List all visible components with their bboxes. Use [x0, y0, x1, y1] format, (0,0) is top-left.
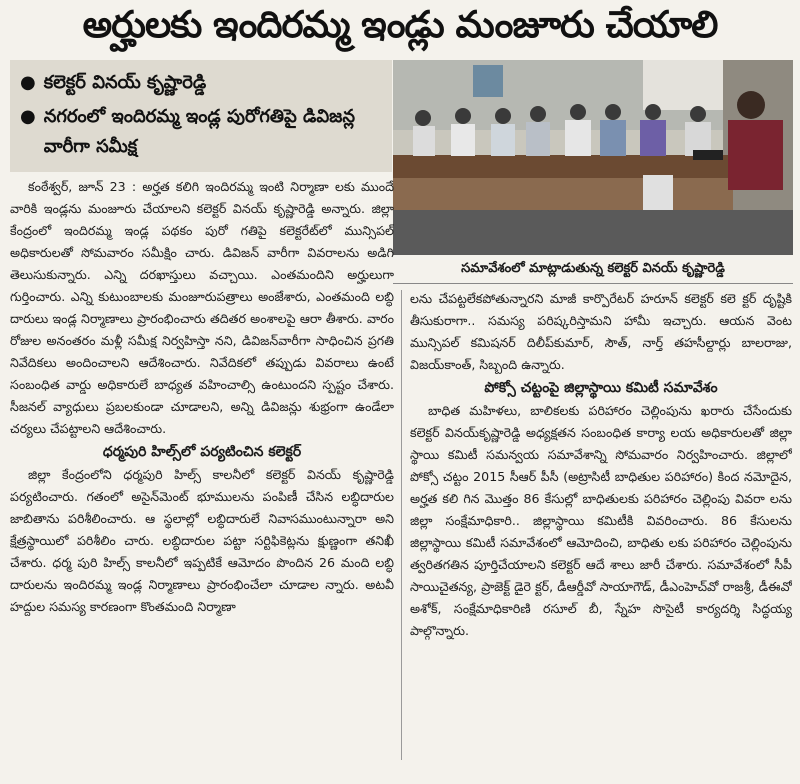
bullet-icon: ● — [20, 72, 36, 93]
highlight-text: నగరంలో ఇందిరమ్మ ఇండ్ల పురోగతిపై డివిజన్ల వారీగా సమీక్ష — [43, 106, 355, 157]
bullet-icon: ● — [20, 106, 36, 127]
column-divider — [401, 290, 402, 760]
meeting-photo — [393, 60, 793, 255]
highlight-item — [20, 102, 382, 162]
article-paragraph: లను చేపట్టలేకపోతున్నారని మాజీ కార్పొరేటర్ హరూన్ కలెక్టర్ కలె క్టర్ దృష్టికి తీసుకురాగా.. సమస్య పరిష్కరిస్తామని హామీ ఇచ్చారు. ఆయన వెంట మున్సిపల్ కమిషనర్ దిలీప్‌కుమార్, సౌత్, నార్త్ తహసీల్దార్లు బాలరాజు, విజయ్‌కాంత్, సిబ్బంది ఉన్నారు. — [410, 291, 792, 372]
highlight-text: కలెక్టర్ వినయ్ కృష్ణారెడ్డి — [43, 72, 207, 93]
right-column — [410, 288, 792, 760]
section-subheading: పోక్సో చట్టంపై జిల్లాస్థాయి కమిటీ సమావేశం — [484, 380, 718, 396]
article-paragraph: జిల్లా కేంద్రంలోని ధర్మపురి హిల్స్ కాలనీలో కలెక్టర్ వినయ్ కృష్ణారెడ్డి పర్యటించారు. గతంలో అసైన్‌మెంట్ భూములను పంపిణీ చేసిన లబ్ధిదారుల జాబితాను పరిశీలించారు. ఆ స్థలాల్లో లబ్ధిదారులే నివాసముంటున్నారా అని క్షేత్రస్థాయిలో పరిశీలిం చారు. లబ్ధిదారుల పట్టా సర్టిఫికెట్లను క్షుణ్ణంగా తనిఖీ చేశారు. ధర్మ పురి హిల్స్ కాలనీలో ఇప్పటికే ఆమోదం పొందిన 26 మంది లబ్ధి దారులను ఇందిరమ్మ ఇండ్ల నిర్మాణాలు ప్రారంభించేలా చూడాల న్నారు. అటవీ హద్దుల సమస్య కారణంగా కొంతమంది నిర్మాణా — [10, 467, 394, 614]
highlights-box — [10, 60, 392, 172]
highlight-item — [20, 68, 382, 98]
left-column — [10, 176, 394, 760]
section-subheading: ధర్మపురి హిల్స్‌లో పర్యటించిన కలెక్టర్ — [102, 444, 302, 460]
headline: అర్హులకు ఇందిరమ్మ ఇండ్లు మంజూరు చేయాలి — [82, 3, 718, 46]
article-paragraph: బాధిత మహిళలు, బాలికలకు పరిహారం చెల్లింపును ఖరారు చేసేందుకు కలెక్టర్ వినయ్‌కృష్ణారెడ్డి అధ్యక్షతన సంబంధిత కార్యా లయ అధికారులతో జిల్లా స్థాయి కమిటీ సమన్వయ సమావేశాన్ని సోమవారం నిర్వహించారు. జిల్లాలో పోక్సో చట్టం 2015 సీఆర్ పీసీ (అట్రాసిటీ బాధితుల పరిహారం) కింద నమోదైన, అర్హత కలి గిన మొత్తం 86 కేసుల్లో బాధితులకు పరిహారం చెల్లింపు వివరా లను జిల్లా సంక్షేమాధికారి.. జిల్లాస్థాయి కమిటీకి వివరించారు. 86 కేసులను జిల్లాస్థాయి కమిటీ సమావేశంలో ఆమోదించి, బాధితు లకు పరిహారం చెల్లింపును త్వరితగతిన పూర్తిచేయాలని కలెక్టర్ ఆదే శాలు జారీ చేశారు. సమావేశంలో సీపీ సాయిచైతన్య, ప్రాజెక్ట్ డైరె క్టర్, డీఆర్డీవో సాయాగౌడ్, డీఎంహెచ్‌వో రాజశ్రీ, డీఈవో అశోక్, సంక్షేమాధికారిణి రసూల్ బీ, స్నేహ సొసైటీ కార్యదర్శి సిద్ధయ్య పాల్గొన్నారు. — [410, 403, 792, 638]
article-paragraph: కంఠేశ్వర్, జూన్ 23 : అర్హత కలిగి ఇందిరమ్మ ఇంటి నిర్మాణా లకు ముందే వారికి ఇండ్లను మంజూరు చేయాలని కలెక్టర్ వినయ్ కృష్ణారెడ్డి అన్నారు. జిల్లా కేంద్రంలో ఇందిరమ్మ ఇండ్ల పథకం పురో గతిపై కలెక్టరేట్‌లో మున్సిపల్ అధికారులతో సోమవారం సమీక్షిం చారు. డివిజన్ వారీగా వివరాలను అడిగి తెలుసుకున్నారు. ఎన్ని దరఖాస్తులు వచ్చాయి. ఎంతమందిని అర్హులుగా గుర్తించారు. ఎన్ని కుటుంబాలకు మంజూరుపత్రాలు అంజేశారు, ఎంతమంది లబ్ధి దారులు ఇండ్ల నిర్మాణాలు ప్రారంభించారు తదితర అంశాలపై ఆరా తీశారు. వారం రోజుల అనంతరం మళ్లీ సమీక్ష నిర్వహిస్తా నని, డివిజన్‌వారీగా సాధించిన ప్రగతి నివేదికలు అందించాలని ఆదేశించారు. నివేదికలో తప్పుడు వివరాలు ఉంటే సంబంధిత వార్డు అధికారులే బాధ్యత వహించాల్సి ఉంటుందని స్పష్టం చేశారు. సీజనల్ వ్యాధులు ప్రబలకుండా చూడాలని, అన్ని డివిజన్లు శుభ్రంగా ఉండేలా చర్యలు చేపట్టాలని ఆదేశించారు. — [10, 179, 394, 436]
photo-caption: సమావేశంలో మాట్లాడుతున్న కలెక్టర్ వినయ్ కృష్ణారెడ్డి — [393, 257, 793, 284]
